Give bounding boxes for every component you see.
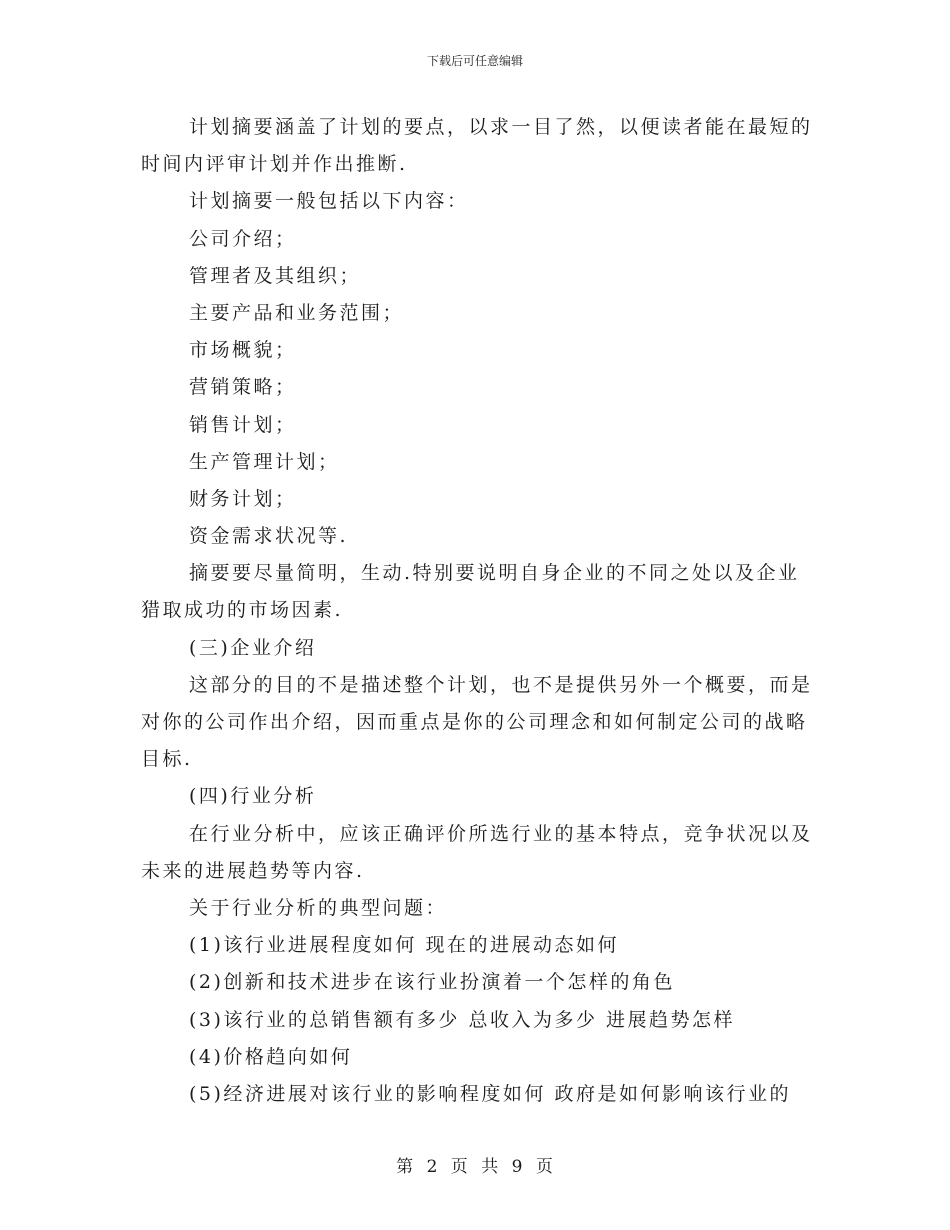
text-line: 目标. <box>141 748 193 771</box>
text-line: 营销策略； <box>189 376 297 399</box>
text-line: 这部分的目的不是描述整个计划，也不是提供另外一个概要，而是 <box>189 673 813 696</box>
text-line: 在行业分析中，应该正确评价所选行业的基本特点，竞争状况以及 <box>189 822 813 845</box>
text-line: (3)该行业的总销售额有多少 总收入为多少 进展趋势怎样 <box>189 1008 735 1031</box>
text-line: 时间内评审计划并作出推断. <box>141 153 408 176</box>
page-header: 下载后可任意编辑 <box>426 54 523 68</box>
text-line: 猎取成功的市场因素. <box>141 599 344 622</box>
text-line: (1)该行业进展程度如何 现在的进展动态如何 <box>189 934 619 957</box>
text-line: (四)行业分析 <box>189 785 317 808</box>
text-line: 摘要要尽量简明，生动.特别要说明自身企业的不同之处以及企业 <box>189 562 800 585</box>
text-line: 资金需求状况等. <box>189 525 349 548</box>
text-line: 市场概貌； <box>189 339 297 362</box>
text-line: (5)经济进展对该行业的影响程度如何 政府是如何影响该行业的 <box>189 1082 791 1105</box>
text-line: 主要产品和业务范围； <box>189 301 405 324</box>
page-number-footer: 第 2 页 共 9 页 <box>396 1157 554 1177</box>
text-line: 计划摘要涵盖了计划的要点，以求一目了然，以便读者能在最短的 <box>189 116 813 138</box>
text-line: 生产管理计划； <box>189 450 340 473</box>
document-body <box>141 109 813 1113</box>
text-line: (4)价格趋向如何 <box>189 1045 353 1068</box>
text-line: 财务计划； <box>189 487 297 510</box>
text-line: 关于行业分析的典型问题： <box>189 896 448 919</box>
text-line: 销售计划； <box>189 413 297 436</box>
text-line: (2)创新和技术进步在该行业扮演着一个怎样的角色 <box>189 971 675 994</box>
text-line: 管理者及其组织； <box>189 264 362 287</box>
text-line: 未来的进展趋势等内容. <box>141 859 365 882</box>
text-line: (三)企业介绍 <box>189 636 317 659</box>
text-line: 计划摘要一般包括以下内容： <box>189 190 469 213</box>
text-line: 公司介绍； <box>189 227 297 250</box>
text-line: 对你的公司作出介绍，因而重点是你的公司理念和如何制定公司的战略 <box>141 711 808 733</box>
